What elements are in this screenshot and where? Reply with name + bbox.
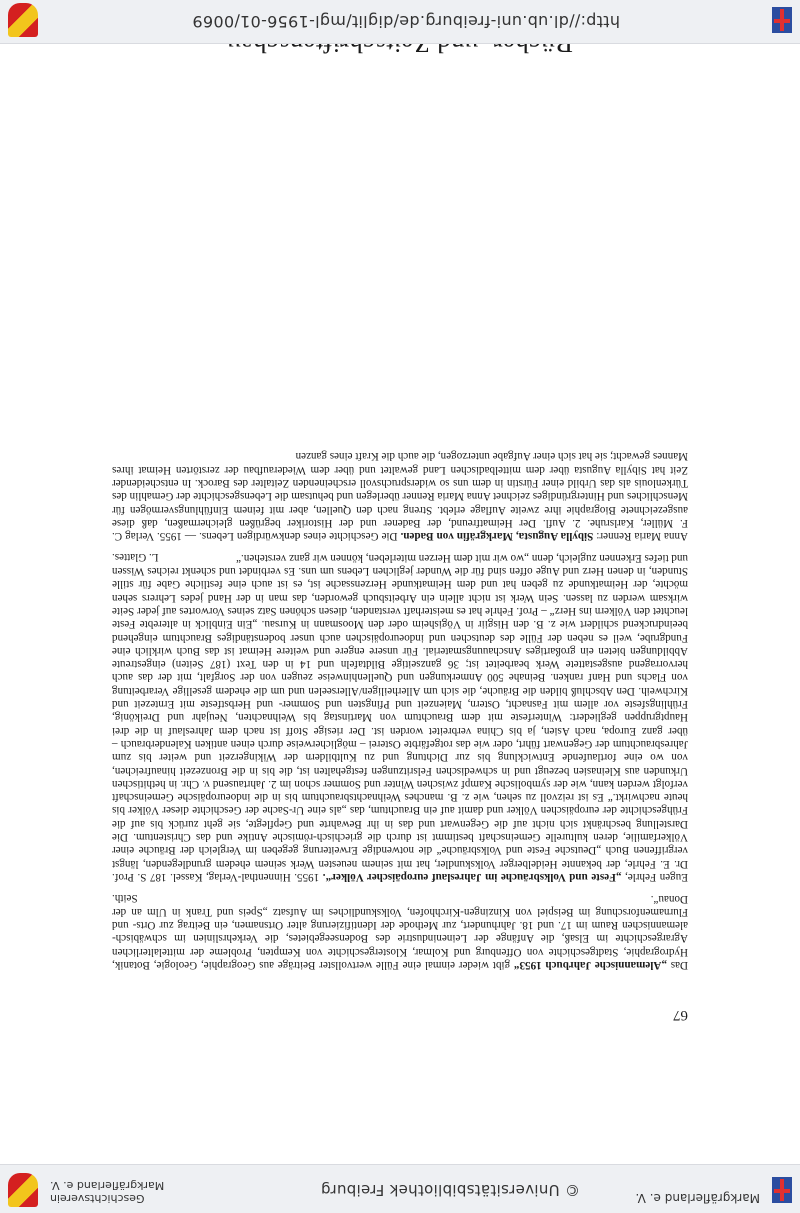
review-book-title: „Alemannische Jahrbuch 1953“ [513,959,667,971]
review-lead: Anna Maria Renner: [593,530,688,543]
header-copyright: © Universitätsbibliothek Freiburg [320,1181,580,1199]
review-list [112,443,688,971]
viewer-footer [0,0,800,44]
review-lead: Das [666,959,688,971]
review-signature: Seith. [112,892,138,905]
society-crest-icon [8,1173,38,1207]
header-society-line1: Geschichtsverein [50,1192,145,1205]
review-text: 1955. Hinnenthal-Verlag, Kassel. 187 S. Prof. Dr. E. Fehrle, der bekannte Heidelberger Volkskundler, hat mit seinem neuesten Werk seinem ehedem grundlegenden, längst vergriffenen Buch „Deutsche Feste und Volksbräuche“ die notwendige Erweiterung gegeben im Vergleich der Bräuche einer Völkerfamilie, deren kulturelle Gemeinschaft bestimmt ist durch die griechisch-römische Antike und das Christentum. Die Darstellung beschränkt sich nicht auf die Gegenwart und das in ihr Bewahrte und Gepflegte, sie geht zurück bis auf die Frühgeschichte der europäischen Völker und damit auf ein Brauchtum, das „als eine Ur-Sache der Geschichte dieser Völker bis heute nachwirkt.“ Es ist reizvoll zu sehen, wie z. B. manches Weihnachtsbrauchtum bis in die indoeuropäische Gemeinschaft verfolgt werden kann, wie der symbolische Kampf zwischen Winter und Sommer schon im 2. Jahrtausend v. Chr. in hethitischen Urkunden aus Kleinasien bezeugt und in schwedischen Felsritzungen festgehalten ist, die bis in die Bronzezeit hinaufreichen, von wo eine fortlaufende Entwicklung bis zur Dichtung und zu Kultbildern der Wikingerzeit und weiter bis zum Jahresbrauchtum der Gegenwart führt, oder wie das rotgefärbte Osterei – möglicherweise durch einen antiken Kalenderbrauch – über ganz Europa, nach Asien, ja bis China verbreitet worden ist. Der riesige Stoff ist nach dem Jahreslauf in die drei Hauptgruppen gegliedert: Winterfeste mit dem Brauchtum von Martinstag bis Weihnachten, Neujahr und Dreikönig, Frühlingsfeste vor allem mit Fasnacht, Ostern, Maienzeit und Pfingsten und Sommer- und Herbstfeste mit Erntezeit und Kirchweih. Den Abschluß bilden die Bräuche, die sich um Allerheiligen/Allerseelen und um die ehedem gesellige Verarbeitung von Flachs und Hanf ranken. Beinahe 500 Anmerkungen und Quellenhinweise zeugen von der Sorgfalt, mit der das auch hervorragend ausgestattete Werk bearbeitet ist; 36 ganzseitige Bildtafeln und 14 in den Text (187 Seiten) eingestreute Abbildungen bieten ein großartiges Anschauungsmaterial. Für unsere engere und weitere Heimat ist das Buch wirklich eine Fundgrube, weil es neben der Fülle des deutschen und indoeuropäischen auch unser bodenständiges Brauchtum eingehend beeindruckend schildert wie z. B. den Hisgiir in Vögisheim oder den Moosmann in Kursau. „Ein Einblick in alterebte Feste leuchtet den Völkern ins Herz“ – Prof. Fehrle hat es meisterhaft verstanden, diesen schönen Satz seines Vorwortes auf jeder Seite wirksam werden zu lassen. Sein Werk ist nicht allein ein Arbeitsbuch geworden, das man in der Hand jedes Lehrers sehen möchte, der Heimatkunde zu geben hat und dem Heimatkunde Herzenssache ist, es ist auch eine festliche Gabe für stille Stunden, in denen Herz und Auge offen sind für die Wunder jeglichen Lebens um uns. Es verbindet und schenkt reiches Wissen und tiefes Erkennen zugleich, denn „wo wir mit dem Herzen miterleben, können wir ganz verstehen.“ [112,551,688,883]
header-society-label [50,1179,164,1205]
viewer-header [0,1164,800,1213]
review-item [112,449,688,542]
library-logo-icon [772,7,792,33]
review-signature: L. Glattes. [112,551,159,564]
society-crest-icon [8,3,38,37]
library-logo-icon [772,1177,792,1203]
header-society-line2: Markgräflerland e. V. [50,1179,165,1192]
review-lead: Eugen Fehrle, [621,870,688,883]
page-number: 67 [673,1007,688,1023]
review-text: gibt wieder einmal eine Fülle wertvollster Beiträge aus Geographie, Geologie, Botanik, Hydrographie, Stadtgeschichte von Offenburg und Kolmar, Klostergeschichte von Kempten, Probleme der mittelalterlichen Agrargeschichte im Elsaß, die Anfänge der Leinenindustrie des Bodenseegebietes, die Verkehrslinien im schwäbisch-alemannischen Raum im 17. und 18. Jahrhundert, zur Methode der Identifizierung alter Ortsnamen, ein Beitrag zur Orts- und Flurnamenforschung im Beispiel von Kinzingen-Kirchhofen, Volkskundliches im Aufsatz „Speis und Trank in Ulm an der Donau“. [111,892,688,971]
review-text: Die Geschichte eines denkwürdigen Lebens. — 1955. Verlag C. F. Müller, Karlsruhe. 2. Aufl. Der Heimatfreund, der Badener und der Historiker begrüßen gleichermaßen, daß diese ausgezeichnete Biographie ihre zweite Auflage erlebt. Streng nach den Quellen, aber mit feinem Einfühlungsvermögen für Menschliches und Hintergründiges zeichnet Anna Maria Renner überlegen und behutsam die Lebensgeschichte der Gemahlin des Türkenlouis als das Urbild einer Fürstin in dem uns so widerspruchsvoll erscheinenden Zeitalter des Barock. In entscheidender Zeit hat Sibylla Augusta über dem mittelbadischen Land gewaltet und über dem Wiederaufbau der zerstörten Heimat ihres Mannes gewacht; sie hat sich einer Aufgabe unterzogen, die auch die Kraft eines ganzen [112,450,688,543]
review-book-title: „Feste und Volksbräuche im Jahreslauf europäischer Völker“. [322,870,622,883]
review-item [112,551,688,883]
review-book-title: Sibylla Augusta, Markgräfin von Baden. [400,530,594,543]
header-left-text: Markgräflerland e. V. [635,1191,760,1205]
permalink-url[interactable]: http://dl.ub.uni-freiburg.de/diglit/mgl-1956-01/0069 [192,12,620,31]
